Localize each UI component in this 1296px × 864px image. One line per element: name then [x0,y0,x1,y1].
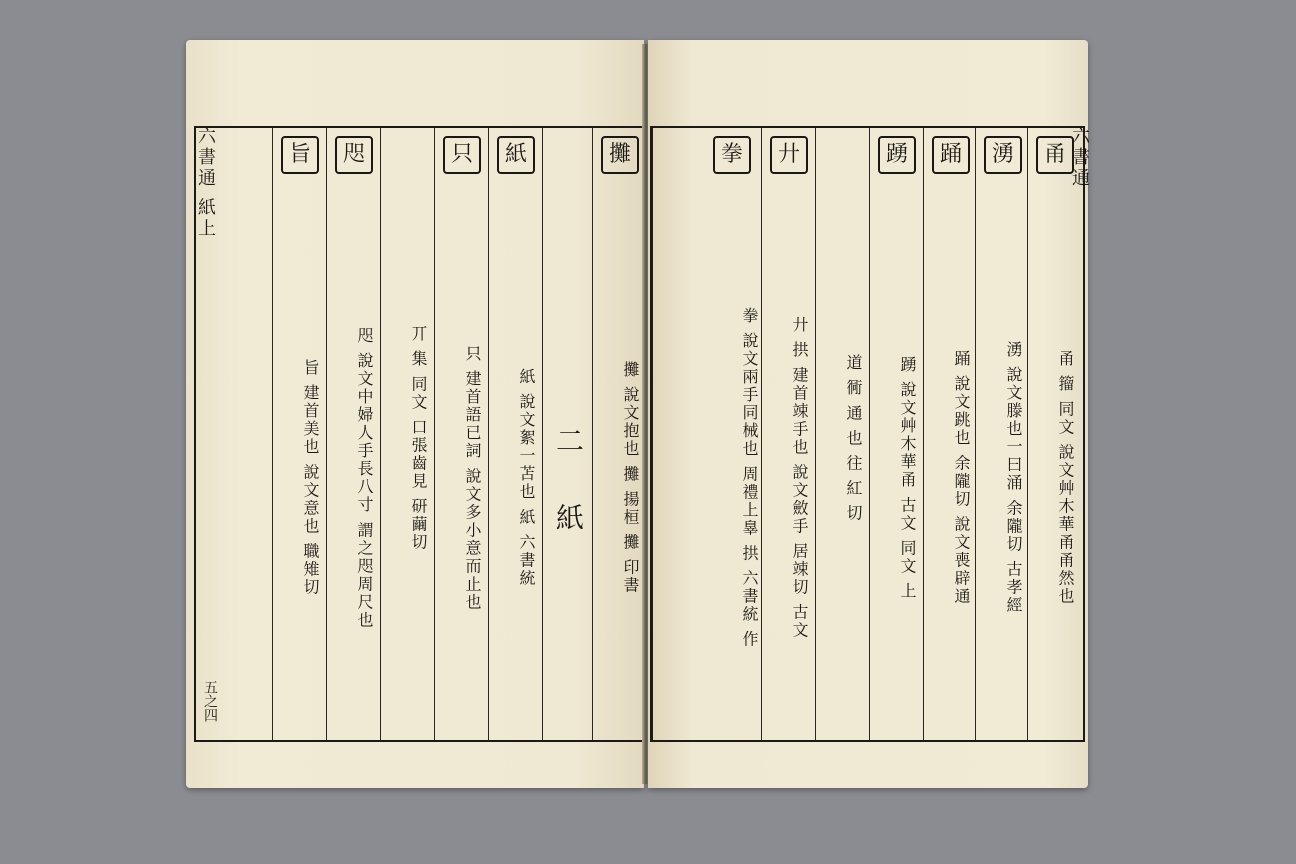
column [326,128,376,740]
column-text: 咫 說文中婦人手長八寸 謂之咫周尺也 [355,326,374,630]
left-margin-title: 六書通 紙上 [195,126,216,240]
character-head: 紙 [497,136,535,174]
column [869,128,919,740]
character-head: 湧 [984,136,1022,174]
open-book [186,40,1090,790]
right-margin-title: 六書通 [1069,126,1090,189]
column [434,128,484,740]
column-text: 只 建首語已詞 說文多小意而止也 [463,344,482,612]
character-head: 踊 [932,136,970,174]
left-page-frame [194,126,645,742]
right-page [648,40,1088,788]
column-text: 踊 說文跳也 余隴切 說文喪辟通 [952,350,971,606]
column-text: 廾 拱 建首竦手也 說文斂手 居竦切 古文 [790,316,809,640]
character-head: 只 [443,136,481,174]
column [923,128,973,740]
character-head: 甬 [1036,136,1074,174]
column-text: 道 衕 通 也 往 紅 切 [844,353,863,523]
column [272,128,322,740]
character-head: 咫 [335,136,373,174]
column-text: 紙 說文絮一苫也 紙 六書統 [517,368,536,588]
column [975,128,1025,740]
character-head: 攤 [601,136,639,174]
column [815,128,865,740]
right-page-frame [650,126,1085,742]
column [761,128,811,740]
character-head: 拳 [713,136,751,174]
column [592,128,642,740]
blank-column [196,128,272,740]
column [380,128,430,740]
section-heading: 二 紙 [552,425,585,551]
column [488,128,538,740]
column [653,128,761,740]
character-head: 旨 [281,136,319,174]
column-text: 甬 籀 同文 說文艸木華甬甬然也 [1056,350,1075,606]
column [1027,128,1077,740]
column-text: 旨 建首美也 說文意也 職雉切 [301,359,320,597]
folio-number: 五之四 [202,680,218,722]
left-page [186,40,644,788]
character-head: 廾 [770,136,808,174]
character-head: 踴 [878,136,916,174]
column-text: 拳 說文兩手同械也 周禮上辠 拱 六書統 作 [740,307,759,649]
column-text: 踴 說文艸木華甬 古文 同文 上 [898,355,917,601]
column-text: 攤 說文抱也 攤 揚桓 攤 印書 [621,361,640,595]
column-text: 丌 集 同文 口張齒見 研繭切 [409,324,428,552]
column-text: 湧 說文滕也一曰涌 余隴切 古孝經 [1004,341,1023,615]
section-heading-column [542,128,592,740]
